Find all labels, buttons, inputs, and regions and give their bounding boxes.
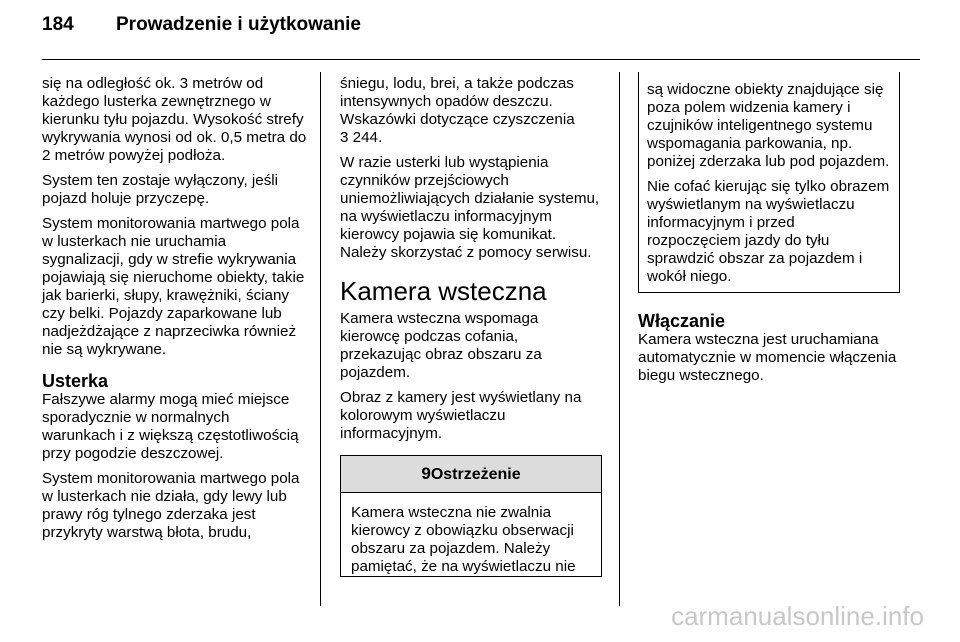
page-header (42, 14, 361, 36)
header-rule (42, 59, 920, 60)
paragraph: są widoczne obiekty znajdujące się poza polem widzenia kamery i czujników inteligentnego systemu wspomagania parkowania, np. poniżej zderzaka lub pod pojazdem. (647, 81, 890, 170)
paragraph: się na odległość ok. 3 metrów od każdego lusterka zewnętrznego w kierunku tyłu pojazdu. Wysokość strefy wykrywania wynosi od ok. 0,5 metra do 2 metrów powyżej podłoża. (42, 75, 307, 164)
paragraph: System monitorowania martwego pola w lusterkach nie uruchamia sygnalizacji, gdy w strefie wykrywania pojawiają się nieruchome obiekty, takie jak barierki, słupy, krawężniki, ściany czy belki. Pojazdy zaparkowane lub nadjeżdżające z naprzeciwka również nie są wykrywane. (42, 215, 305, 358)
watermark: carmanualsonline.info (671, 601, 924, 631)
heading-wlaczanie: Włączanie (638, 311, 726, 331)
page-number: 184 (42, 14, 74, 35)
page-reference[interactable]: 3 244. (340, 129, 383, 146)
warning-body: Kamera wsteczna nie zwalnia kierowcy z obowiązku obserwacji obszaru za pojazdem. Należy pamiętać, że na wyświetlaczu nie (351, 504, 576, 575)
paragraph (340, 75, 602, 147)
paragraph: System monitorowania martwego pola w lusterkach nie działa, gdy lewy lub prawy róg tylnego zderzaka jest przykryty warstwą błota, brudu, (42, 470, 300, 541)
paragraph: System ten zostaje wyłączony, jeśli pojazd holuje przyczepę. (42, 172, 279, 207)
warning-triangle-icon: 9 (421, 464, 431, 483)
paragraph: Nie cofać kierując się tylko obrazem wyświetlanym na wyświetlaczu informacyjnym i przed rozpoczęciem jazdy do tyłu sprawdzić obszar za pojazdem i wokół niego. (647, 178, 890, 285)
column-2 (340, 75, 602, 577)
warning-box (340, 455, 602, 577)
warning-box-continued (638, 72, 900, 293)
paragraph-text: śniegu, lodu, brei, a także podczas intensywnych opadów deszczu. Wskazówki dotyczące czyszczenia (340, 75, 575, 128)
column-3 (638, 72, 900, 392)
paragraph: Kamera wsteczna wspomaga kierowcę podczas cofania, przekazując obraz obszaru za pojazdem. (340, 310, 542, 381)
heading-usterka: Usterka (42, 371, 109, 391)
warning-title: Ostrzeżenie (430, 466, 521, 483)
heading-kamera-wsteczna: Kamera wsteczna (340, 276, 547, 306)
column-1 (42, 75, 307, 549)
paragraph: Kamera wsteczna jest uruchamiana automatycznie w momencie włączenia biegu wstecznego. (638, 331, 897, 384)
paragraph: Obraz z kamery jest wyświetlany na kolorowym wyświetlaczu informacyjnym. (340, 389, 582, 442)
paragraph: Fałszywe alarmy mogą mieć miejsce sporadycznie w normalnych warunkach i z większą częstotliwością przy pogodzie deszczowej. (42, 391, 299, 462)
column-divider-1 (320, 72, 321, 606)
column-divider-2 (619, 72, 620, 606)
page-title: Prowadzenie i użytkowanie (116, 14, 361, 35)
paragraph: W razie usterki lub wystąpienia czynników przejściowych uniemożliwiających działanie systemu, na wyświetlaczu informacyjnym kierowcy pojawia się komunikat. Należy skorzystać z pomocy serwisu. (340, 154, 600, 261)
warning-header (341, 456, 601, 493)
